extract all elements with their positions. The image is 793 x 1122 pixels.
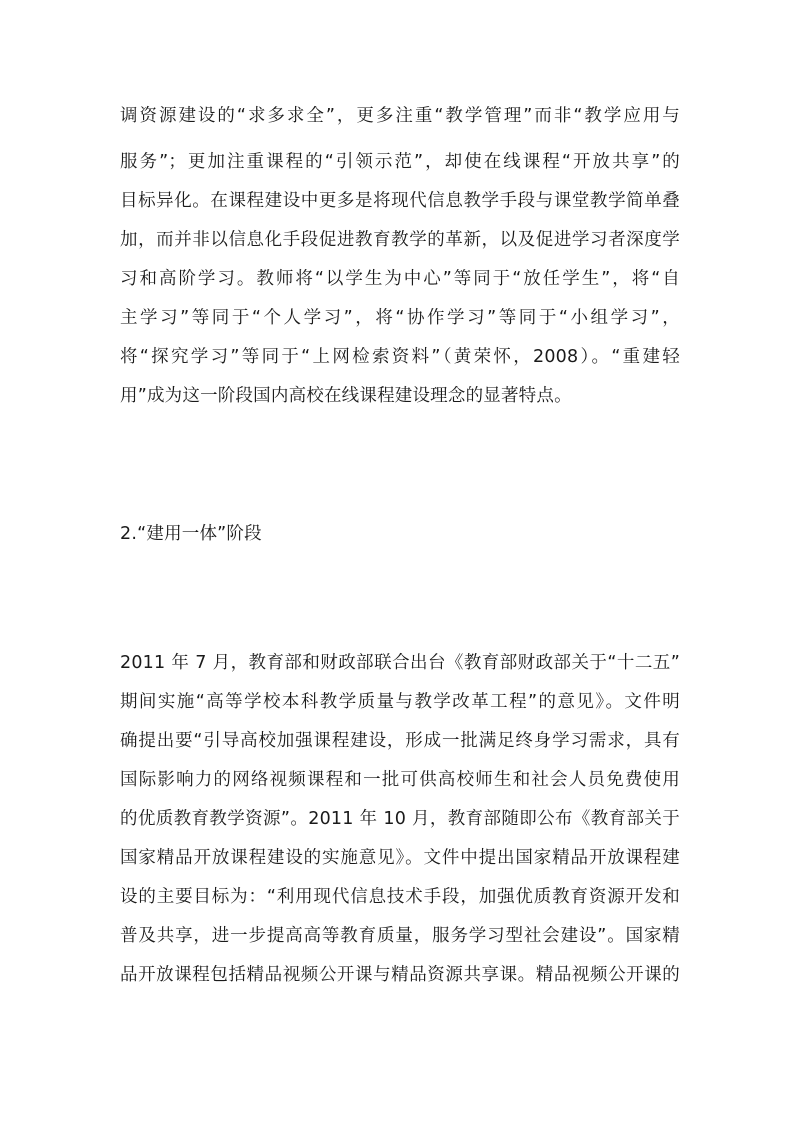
paragraph-1-line: 目标异化。在课程建设中更多是将现代信息教学手段与课堂教学简单叠	[120, 191, 680, 211]
paragraph-2-line: 2011 年 7 月，教育部和财政部联合出台《教育部财政部关于“十二五”	[120, 653, 680, 673]
paragraph-2-line: 国家精品开放课程建设的实施意见》。文件中提出国家精品开放课程建	[120, 848, 680, 868]
section-heading: 2.“建用一体”阶段	[120, 524, 262, 544]
paragraph-2-line: 期间实施“高等学校本科教学质量与教学改革工程”的意见》。文件明	[120, 692, 680, 712]
paragraph-2-line: 品开放课程包括精品视频公开课与精品资源共享课。精品视频公开课的	[120, 965, 680, 985]
paragraph-1-line: 主学习”等同于“个人学习”，将“协作学习”等同于“小组学习”，	[120, 308, 680, 328]
paragraph-1-line: 用”成为这一阶段国内高校在线课程建设理念的显著特点。	[120, 386, 572, 406]
paragraph-1-line: 将“探究学习”等同于“上网检索资料”（黄荣怀，2008）。“重建轻	[120, 347, 680, 367]
paragraph-2-line: 确提出要“引导高校加强课程建设，形成一批满足终身学习需求，具有	[120, 731, 680, 751]
paragraph-1-line: 习和高阶学习。教师将“以学生为中心”等同于“放任学生”，将“自	[120, 269, 680, 289]
paragraph-2-line: 普及共享，进一步提高高等教育质量，服务学习型社会建设”。国家精	[120, 926, 680, 946]
paragraph-2-line: 国际影响力的网络视频课程和一批可供高校师生和社会人员免费使用	[120, 770, 680, 790]
paragraph-2-line: 的优质教育教学资源”。2011 年 10 月，教育部随即公布《教育部关于	[120, 809, 680, 829]
paragraph-2-line: 设的主要目标为：“利用现代信息技术手段，加强优质教育资源开发和	[120, 887, 680, 907]
paragraph-1-line: 服务”；更加注重课程的“引领示范”，却使在线课程“开放共享”的	[120, 152, 680, 172]
paragraph-1-line: 调资源建设的“求多求全”，更多注重“教学管理”而非“教学应用与	[120, 106, 680, 126]
paragraph-1-line: 加，而并非以信息化手段促进教育教学的革新，以及促进学习者深度学	[120, 230, 680, 250]
